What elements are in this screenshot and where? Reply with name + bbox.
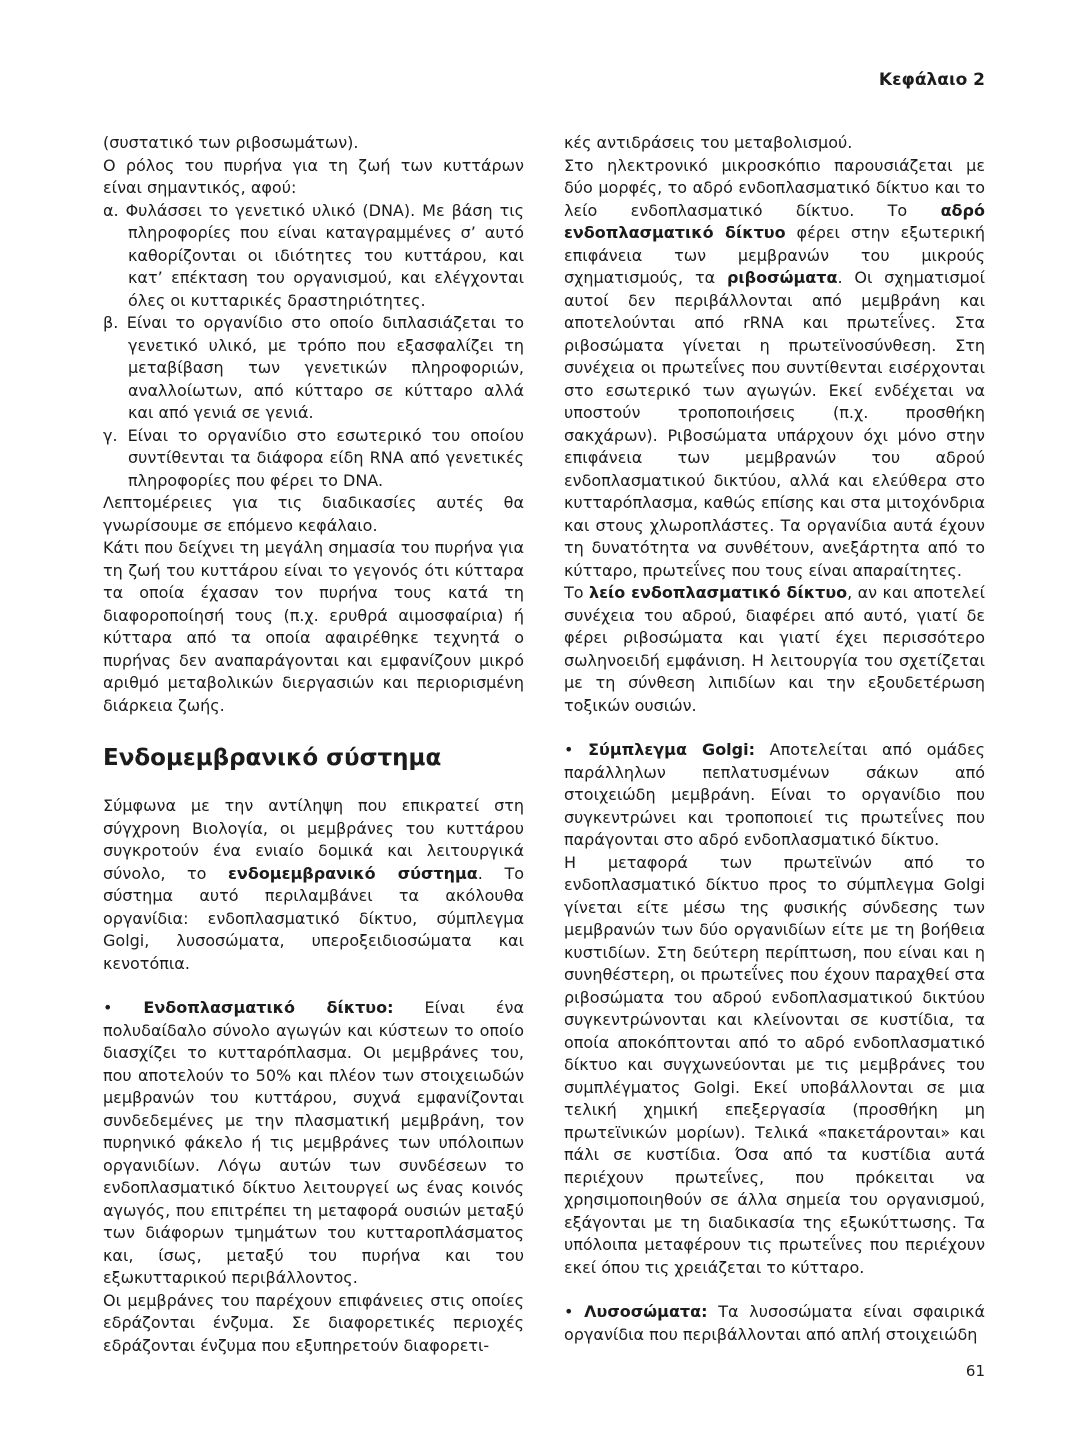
text-columns xyxy=(103,132,985,1357)
paragraph xyxy=(103,1290,524,1358)
text-segment: αδρό ενδοπλασματικό δίκτυο xyxy=(564,200,985,242)
text-segment: λείο ενδοπλασματικό δίκτυο xyxy=(588,583,848,602)
text-segment: Λυσοσώματα: xyxy=(584,1302,708,1321)
text-segment: , αν και αποτελεί συνέχεια του αδρού, διαφέρει από αυτό, γιατί δε φέρει ριβοσώματα και γιατί έχει περισσότερο σωληνοειδή εμφάνιση. Η λειτουργία του σχετίζεται με τη σύνθεση λιπιδίων και την εξουδετέρωση τοξικών ουσιών. xyxy=(564,583,986,715)
paragraph xyxy=(103,795,524,975)
text-segment: Αποτελείται από ομάδες παράλληλων πεπλατυσμένων σάκων από στοιχειώδη μεμβράνη. Είναι το οργανίδιο που συγκεντρώνει και τροποποιεί τις πρωτεΐνες που παράγονται στο αδρό ενδοπλασματικό δίκτυο. xyxy=(564,740,986,849)
bullet-paragraph xyxy=(103,997,524,1290)
text-segment: Κάτι που δείχνει τη μεγάλη σημασία του πυρήνα για τη ζωή του κυττάρου είναι το γεγονός ότι κύτταρα τα οποία έχασαν τον πυρήνα τους κατά τη διαφοροποίησή τους (π.χ. ερυθρά αιμοσφαίρια) ή κύτταρα από τα οποία αφαιρέθηκε τεχνητά ο πυρήνας δεν αναπαράγονται και εμφανίζουν μικρό αριθμό μεταβολικών διεργασιών και περιορισμένη διάρκεια ζωής. xyxy=(103,538,524,715)
bullet-paragraph xyxy=(564,1301,985,1346)
text-segment: Στο ηλεκτρονικό μικροσκόπιο παρουσιάζεται με δύο μορφές, το αδρό ενδοπλασματικό δίκτυο και το λείο ενδοπλασματικό δίκτυο. Το xyxy=(564,155,985,220)
text-segment: • xyxy=(103,998,144,1017)
list-item xyxy=(103,312,524,425)
text-segment: φέρει στην εξωτερική επιφάνεια των μεμβρανών του μικρούς σχηματισμούς, τα xyxy=(564,223,985,287)
paragraph xyxy=(103,155,524,200)
list-item xyxy=(103,425,524,493)
text-segment: Είναι ένα πολυδαίδαλο σύνολο αγωγών και κύστεων το οποίο διασχίζει το κυτταρόπλασμα. Οι μεμβράνες του, που αποτελούν το 50% και πλέον των στοιχειωδών μεμβρανών του κυττάρου, συχνά εμφανίζονται συνδεδεμένες με την πλασματική μεμβράνη, τον πυρηνικό φάκελο ή τις μεμβράνες των υπόλοιπων οργανιδίων. Λόγω αυτών των συνδέσεων το ενδοπλασματικό δίκτυο λειτουργεί ως ένας κοινός αγωγός, που επιτρέπει τη μεταφορά ουσιών μεταξύ των διάφορων τμημάτων του κυτταροπλάσματος και, ίσως, μεταξύ του πυρήνα και του εξωκυτταρικού περιβάλλοντος. xyxy=(103,998,524,1287)
text-segment: Η μεταφορά των πρωτεϊνών από το ενδοπλασματικό δίκτυο προς το σύμπλεγμα Golgi γίνεται είτε μέσω της φυσικής σύνδεσης των μεμβρανών των δύο οργανιδίων είτε με τη βοήθεια κυστιδίων. Στη δεύτερη περίπτωση, που είναι και η συνηθέστερη, οι πρωτεΐνες που έχουν παραχθεί στα ριβοσώματα του αδρού ενδοπλασματικού δικτύου συγκεντρώνονται και κλείνονται σε κυστίδια, τα οποία αποκόπτονται από το αδρό ενδοπλασματικό δίκτυο και συγχωνεύονται με τις μεμβράνες του συμπλέγματος Golgi. Εκεί υποβάλλονται σε μια τελική χημική επεξεργασία (προσθήκη μη πρωτεϊνικών μορίων). Τελικά «πακετάρονται» και πάλι σε κυστίδια. Όσα από τα κυστίδια αυτά περιέχουν πρωτεΐνες, που πρόκειται να χρησιμοποιηθούν σε άλλα σημεία του οργανισμού, εξάγονται με τη διαδικασία της εξωκύττωσης. Τα υπόλοιπα μεταφέρουν τις πρωτεΐνες που περιέχουν εκεί όπου τις χρειάζεται το κύτταρο. xyxy=(564,852,985,1277)
page-number: 61 xyxy=(965,1362,985,1380)
text-segment: . Οι σχηματισμοί αυτοί δεν περιβάλλονται από μεμβράνη και αποτελούνται από rRNA και πρωτεΐνες. Στα ριβοσώματα γίνεται η πρωτεϊνοσύνθεση. Στη συνέχεια οι πρωτεΐνες που συντίθενται εισέρχονται στο εσωτερικό των αγωγών. Εκεί ενδέχεται να υποστούν τροποποιήσεις (π.χ. προσθήκη σακχάρων). Ριβοσώματα υπάρχουν όχι μόνο στην επιφάνεια των μεμβρανών του αδρού ενδοπλασματικού δικτύου, αλλά και ελεύθερα στο κυτταρόπλασμα, καθώς επίσης και στα μιτοχόνδρια και στους χλωροπλάστες. Τα οργανίδια αυτά έχουν τη δυνατότητα να συνθέτουν, ανεξάρτητα από το κύτταρο, πρωτεΐνες που τους είναι απαραίτητες. xyxy=(564,268,985,580)
text-segment: Τα λυσοσώματα είναι σφαιρικά οργανίδια που περιβάλλονται από απλή στοιχειώδη xyxy=(564,1302,985,1344)
text-segment: • xyxy=(564,1302,585,1321)
paragraph xyxy=(564,582,985,717)
text-segment: ενδομεμβρανικό σύστημα xyxy=(228,863,478,883)
text-segment: Σύμπλεγμα Golgi: xyxy=(588,740,756,759)
text-segment: Λεπτομέρειες για τις διαδικασίες αυτές θα γνωρίσουμε σε επόμενο κεφάλαιο. xyxy=(103,493,524,535)
text-segment: Το xyxy=(564,583,589,602)
paragraph xyxy=(103,492,524,537)
text-segment: . Το σύστημα αυτό περιλαμβάνει τα ακόλουθα οργανίδια: ενδοπλασματικό δίκτυο, σύμπλεγμα Golgi, λυσοσώματα, υπεροξειδιοσώματα και κενοτόπια. xyxy=(103,863,525,973)
paragraph xyxy=(564,155,985,583)
text-segment: (συστατικό των ριβοσωμάτων). xyxy=(103,133,359,152)
text-segment: • xyxy=(564,740,589,759)
text-segment: Ενδομεμβρανικό σύστημα xyxy=(103,745,442,771)
right-column xyxy=(564,132,985,1357)
list-item xyxy=(103,200,524,313)
paragraph xyxy=(564,852,985,1280)
text-segment: Ενδοπλασματικό δίκτυο: xyxy=(143,998,394,1017)
paragraph xyxy=(564,132,985,155)
left-column xyxy=(103,132,524,1357)
text-segment: β. Είναι το οργανίδιο στο οποίο διπλασιάζεται το γενετικό υλικό, με τρόπο που εξασφαλίζει τη μεταβίβαση των γενετικών πληροφοριών, αναλλοίωτων, από κύτταρο σε κύτταρο αλλά και από γενιά σε γενιά. xyxy=(103,313,524,422)
text-segment: ριβοσώματα xyxy=(726,268,838,287)
chapter-label: Κεφάλαιο 2 xyxy=(878,70,985,90)
paragraph xyxy=(103,132,524,155)
page-header xyxy=(879,70,985,90)
text-segment: Οι μεμβράνες του παρέχουν επιφάνειες στις οποίες εδράζονται ένζυμα. Σε διαφορετικές περιοχές εδράζονται ένζυμα που εξυπηρετούν διαφορετι- xyxy=(103,1290,524,1355)
text-segment: α. Φυλάσσει το γενετικό υλικό (DNA). Με βάση τις πληροφορίες που είναι καταγραμμένες σ’ αυτό καθορίζονται οι ιδιότητες του κυττάρου, και κατ’ επέκταση του οργανισμού, και ελέγχονται όλες οι κυτταρικές δραστηριότητες. xyxy=(103,200,524,310)
text-segment: κές αντιδράσεις του μεταβολισμού. xyxy=(564,133,853,152)
paragraph xyxy=(103,537,524,717)
section-heading xyxy=(103,744,524,772)
text-segment: Ο ρόλος του πυρήνα για τη ζωή των κυττάρων είναι σημαντικός, αφού: xyxy=(103,155,524,197)
text-segment: Σύμφωνα με την αντίληψη που επικρατεί στη σύγχρονη Βιολογία, οι μεμβράνες του κυττάρου συγκροτούν ένα ενιαίο δομικά και λειτουργικά σύνολο, το xyxy=(103,796,524,883)
text-segment: γ. Είναι το οργανίδιο στο εσωτερικό του οποίου συντίθενται τα διάφορα είδη RNA από γενετικές πληροφορίες που φέρει το DNA. xyxy=(103,425,524,490)
bullet-paragraph xyxy=(564,739,985,852)
